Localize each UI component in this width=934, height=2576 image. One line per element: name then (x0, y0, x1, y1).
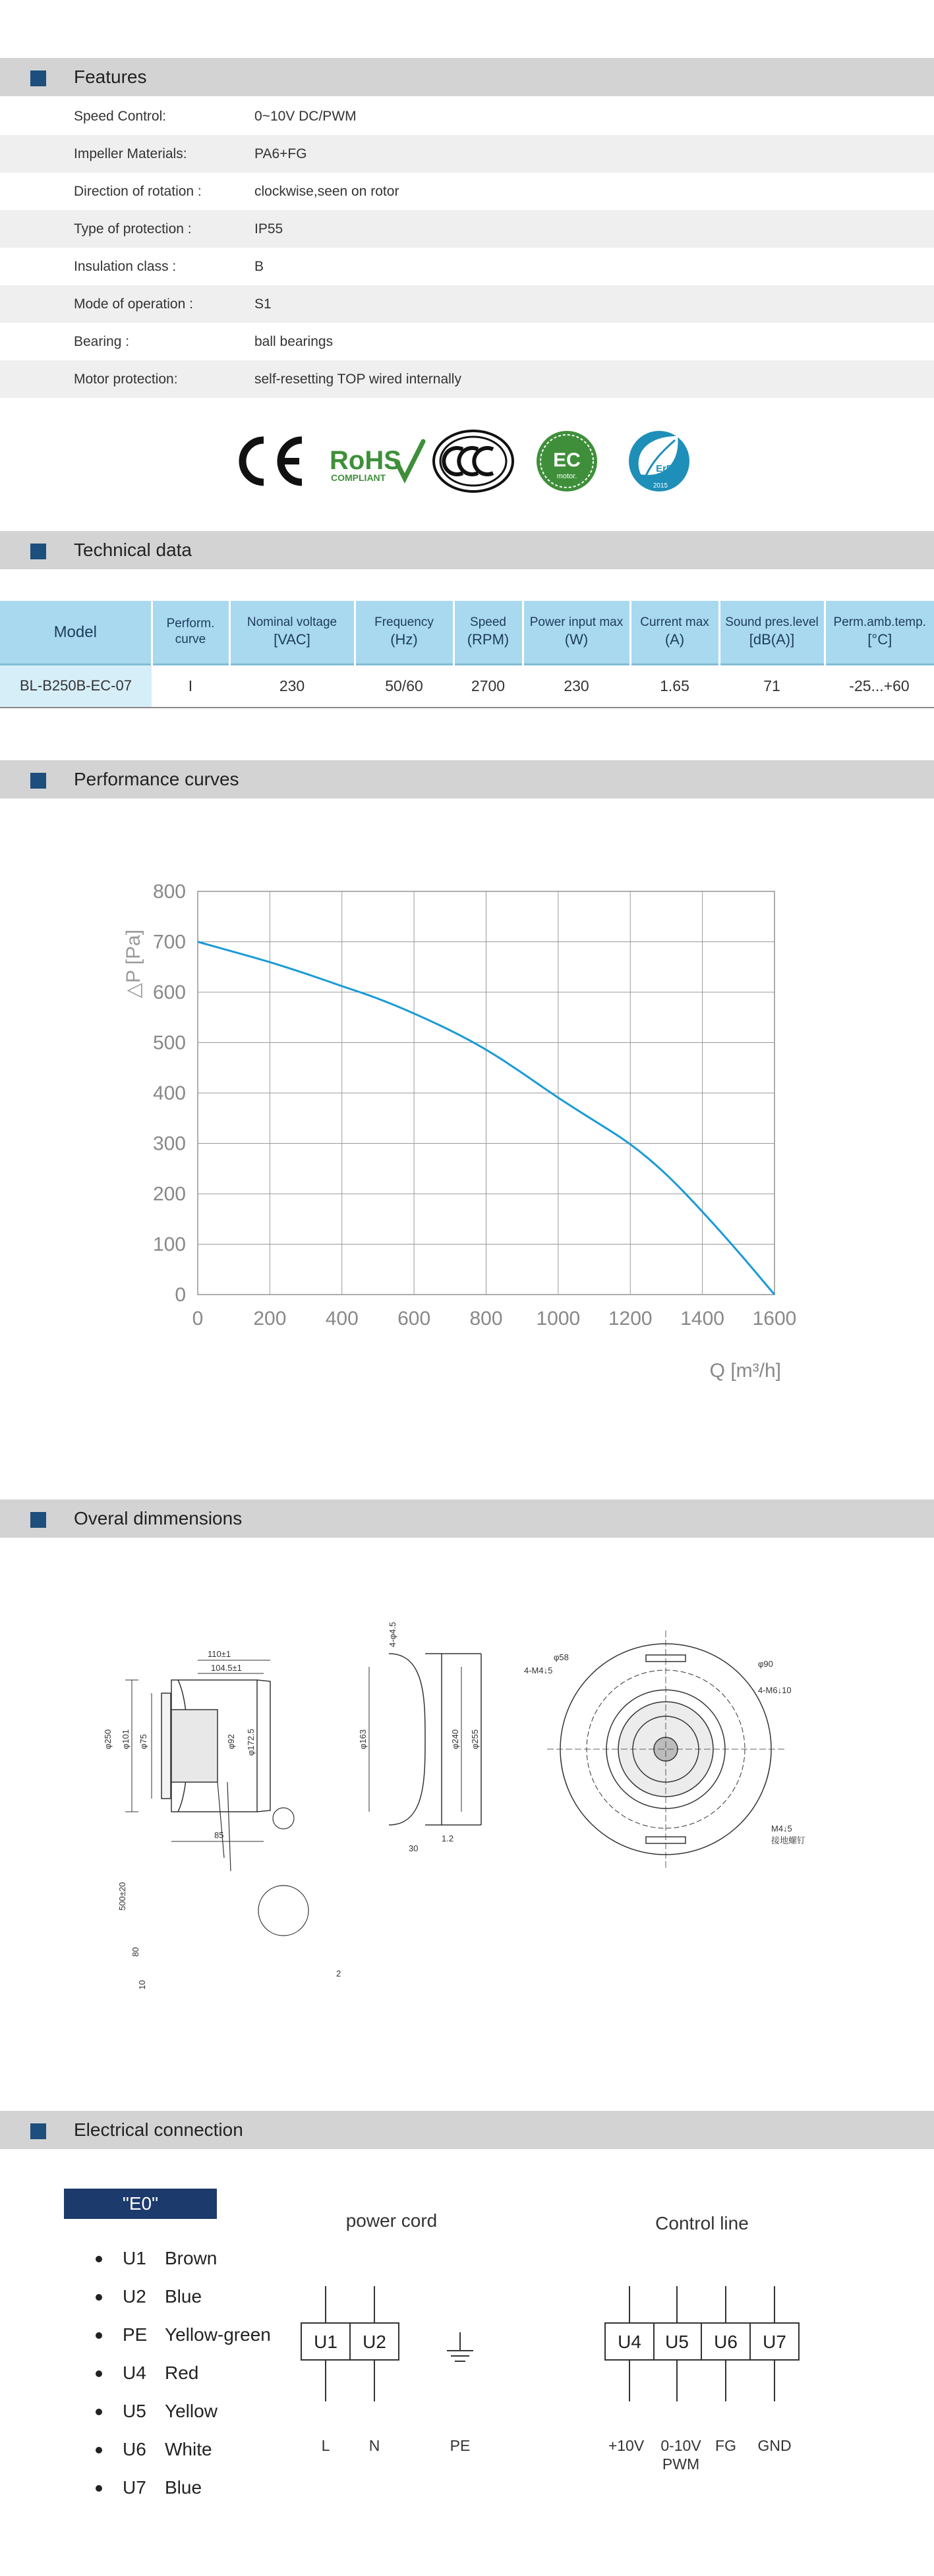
wire-color: Yellow (165, 2401, 218, 2421)
terminal-u7: U7 (763, 2332, 786, 2352)
wiring-diagram (0, 2174, 934, 2576)
wire-color: Blue (165, 2286, 202, 2307)
feature-row (0, 360, 934, 398)
wire-color: White (165, 2439, 212, 2459)
cell-current: 1.65 (630, 664, 719, 708)
terminal-u6: U6 (714, 2332, 738, 2352)
section-features-header (0, 58, 934, 96)
top-view (547, 1631, 784, 1868)
electrical-section (0, 2174, 934, 2576)
feature-value: B (254, 259, 264, 274)
cell-temperature: -25...+60 (825, 664, 934, 708)
wire-code: U6 (123, 2439, 146, 2459)
y-tick-label: 100 (152, 1233, 186, 1256)
section-marker (30, 70, 46, 86)
dim-label: 110±1 (208, 1649, 231, 1659)
wire-color: Blue (165, 2477, 202, 2498)
feature-row (0, 98, 934, 135)
section-dimensions-header (0, 1499, 934, 1538)
wire-code: PE (123, 2324, 148, 2345)
section-title: Technical data (74, 540, 192, 560)
label-pwm: PWM (662, 2455, 700, 2473)
feature-value: ball bearings (254, 334, 334, 349)
dim-label: 500±20 (117, 1882, 127, 1911)
erp-year-text: 2015 (653, 482, 668, 490)
header-temperature: Perm.amb.temp. [°C] (825, 601, 934, 664)
cell-perform-curve: I (152, 664, 229, 708)
label-10v: +10V (608, 2437, 645, 2454)
header-current: Current max (A) (630, 601, 719, 664)
dimension-drawing (92, 1608, 837, 2082)
label-l: L (321, 2437, 330, 2454)
eo-label: "E0" (64, 2189, 217, 2219)
terminal-u1: U1 (314, 2332, 337, 2352)
rohs-text: RoHS (330, 446, 401, 475)
feature-key: Speed Control: (74, 109, 167, 124)
wire-code: U7 (123, 2477, 146, 2498)
label-gnd: GND (757, 2437, 792, 2454)
ground-icon (447, 2332, 473, 2361)
header-power: Power input max (W) (523, 601, 630, 664)
ec-motor-text: motor. (556, 472, 577, 480)
cell-speed: 2700 (453, 664, 523, 708)
section-title: Features (74, 67, 147, 87)
wire-color: Yellow-green (165, 2324, 271, 2345)
section-title: Performance curves (74, 769, 239, 789)
label-pe: PE (450, 2437, 471, 2454)
x-tick-label: 1400 (680, 1308, 724, 1330)
feature-key: Impeller Materials: (74, 146, 187, 161)
x-axis-label: Q [m³/h] (709, 1360, 781, 1382)
dim-label: φ240 (450, 1729, 460, 1749)
ce-mark-icon (243, 440, 302, 482)
feature-row (0, 210, 934, 248)
feature-value: S1 (254, 296, 272, 312)
dim-label: φ101 (121, 1729, 131, 1749)
terminal-u5: U5 (665, 2332, 689, 2352)
label-n: N (368, 2437, 380, 2454)
wire-color: Red (165, 2363, 199, 2383)
rohs-logo (330, 441, 423, 483)
feature-value: 0~10V DC/PWM (254, 109, 357, 124)
feature-key: Bearing : (74, 334, 130, 349)
dim-label: 2 (336, 1969, 341, 1978)
wire-color: Brown (165, 2248, 218, 2268)
table-header-row (0, 601, 934, 664)
section-marker (30, 773, 46, 789)
dim-label: 104.5±1 (211, 1663, 242, 1673)
cell-model: BL-B250B-EC-07 (0, 664, 152, 708)
control-line-title: Control line (655, 2213, 749, 2233)
y-tick-label: 600 (152, 982, 186, 1003)
x-tick-label: 1600 (752, 1308, 797, 1330)
section-marker (30, 1512, 46, 1528)
cell-voltage: 230 (229, 664, 355, 708)
feature-row (0, 173, 934, 210)
cell-power: 230 (523, 664, 630, 708)
dim-label: 1.2 (442, 1834, 454, 1843)
y-tick-label: 400 (152, 1082, 186, 1104)
section-electrical-header (0, 2111, 934, 2149)
y-tick-label: 200 (152, 1183, 186, 1205)
dim-label: φ75 (138, 1734, 148, 1749)
section-marker (30, 2123, 46, 2139)
header-sound: Sound pres.level [dB(A)] (719, 601, 825, 664)
dim-label: 80 (131, 1947, 140, 1957)
power-cord-title: power cord (345, 2210, 438, 2231)
wire-code: U4 (123, 2363, 146, 2383)
profile-view (369, 1654, 481, 1825)
y-tick-label: 300 (152, 1133, 186, 1155)
wire-code: U2 (123, 2286, 146, 2307)
ec-motor-logo (537, 431, 597, 491)
cell-frequency: 50/60 (355, 664, 453, 708)
erp-logo (629, 431, 689, 491)
header-voltage: Nominal voltage [VAC] (229, 601, 355, 664)
x-tick-label: 0 (192, 1308, 204, 1330)
x-tick-label: 1200 (608, 1308, 653, 1330)
x-tick-label: 1000 (536, 1308, 581, 1330)
table-row (0, 664, 934, 708)
cell-sound: 71 (719, 664, 825, 708)
feature-key: Motor protection: (74, 372, 178, 387)
header-model: Model (0, 601, 152, 664)
dim-label: 10 (137, 1980, 147, 1990)
feature-key: Insulation class : (74, 259, 177, 274)
feature-row (0, 248, 934, 285)
technical-data-table (0, 601, 934, 708)
x-tick-label: 600 (397, 1308, 431, 1330)
dim-label: φ255 (470, 1729, 480, 1749)
x-tick-label: 800 (469, 1308, 503, 1330)
header-perform-curve: Perform. curve (152, 601, 229, 664)
header-speed: Speed (RPM) (453, 601, 523, 664)
x-tick-label: 400 (325, 1308, 359, 1330)
dim-label: φ58 (554, 1652, 569, 1662)
dim-label: φ172.5 (246, 1729, 256, 1756)
section-technical-header (0, 531, 934, 569)
ec-text: EC (553, 449, 581, 471)
section-title: Overal dimmensions (74, 1508, 243, 1528)
y-axis-label: △P [Pa] (123, 929, 144, 999)
x-tick-label: 200 (253, 1308, 287, 1330)
dim-label: φ250 (103, 1729, 113, 1749)
dim-label: φ163 (358, 1729, 368, 1749)
dim-label: M4↓5 (771, 1824, 792, 1834)
dim-label: 接地螺钉 (771, 1835, 806, 1845)
y-tick-label: 700 (152, 931, 186, 953)
terminal-u4: U4 (618, 2332, 641, 2352)
dim-label: 85 (214, 1830, 224, 1840)
wire-code: U1 (123, 2248, 146, 2268)
dim-label: 4-M6↓10 (758, 1685, 792, 1695)
side-view (125, 1660, 308, 1936)
y-tick-label: 0 (175, 1284, 186, 1306)
wire-code: U5 (123, 2401, 146, 2421)
dim-label: φ92 (226, 1734, 236, 1749)
erp-text: ErP (656, 463, 673, 474)
y-tick-label: 800 (152, 881, 186, 903)
section-performance-header (0, 760, 934, 798)
feature-value: self-resetting TOP wired internally (254, 372, 461, 387)
feature-row (0, 285, 934, 323)
feature-key: Mode of operation : (74, 296, 193, 312)
rohs-compliant-text: COMPLIANT (331, 472, 386, 483)
certification-logos (224, 422, 712, 501)
y-tick-label: 500 (152, 1032, 186, 1054)
feature-key: Type of protection : (74, 221, 192, 237)
feature-value: clockwise,seen on rotor (254, 184, 399, 199)
dim-label: φ90 (758, 1659, 773, 1669)
dim-label: 4-M4↓5 (524, 1666, 553, 1675)
feature-value: IP55 (254, 221, 283, 237)
label-fg: FG (715, 2437, 736, 2454)
performance-chart (99, 863, 824, 1390)
dim-label: 30 (409, 1843, 419, 1853)
feature-row (0, 135, 934, 173)
feature-row (0, 323, 934, 360)
ccc-mark-icon (434, 431, 513, 491)
section-title: Electrical connection (74, 2119, 243, 2140)
label-0-10v: 0-10V (660, 2437, 701, 2454)
feature-value: PA6+FG (254, 146, 307, 161)
header-frequency: Frequency (Hz) (355, 601, 453, 664)
feature-key: Direction of rotation : (74, 184, 202, 199)
dim-label: 4-φ4.5 (388, 1621, 397, 1647)
section-marker (30, 544, 46, 559)
terminal-u2: U2 (363, 2332, 386, 2352)
